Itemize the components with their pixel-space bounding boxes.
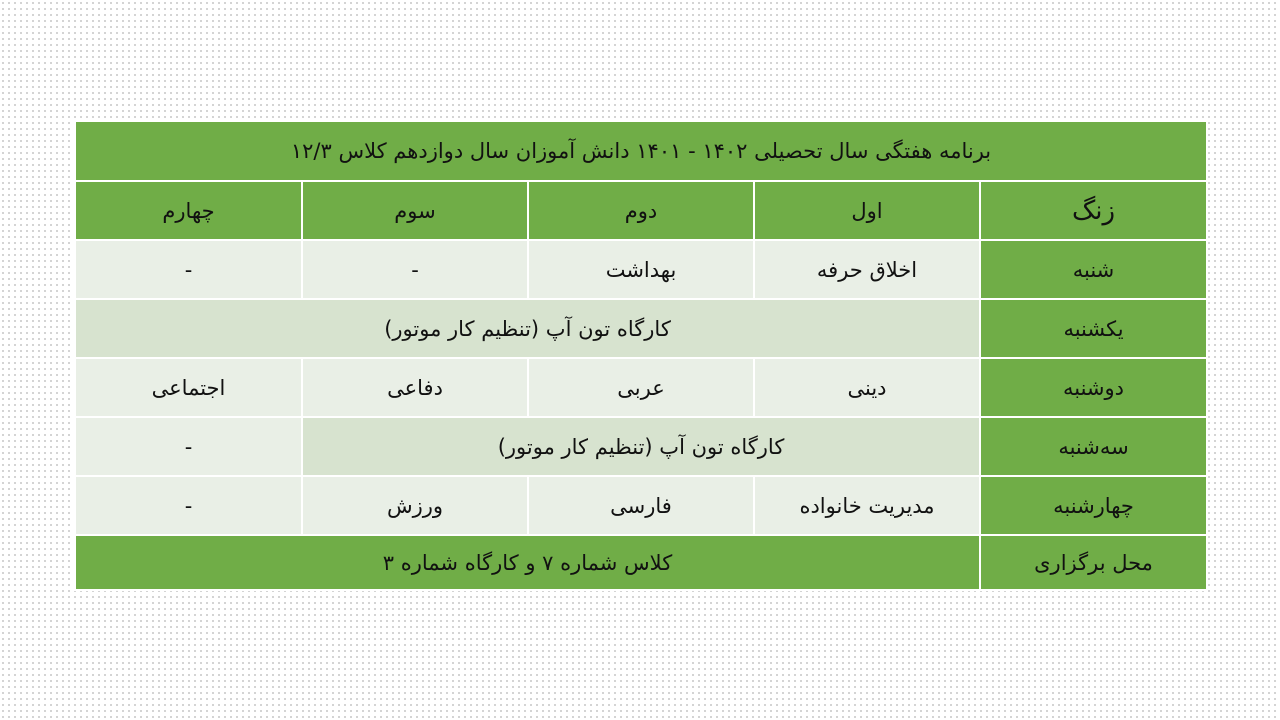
row-saturday xyxy=(75,240,1207,299)
header-row xyxy=(75,181,1207,240)
cell-wednesday-1: مدیریت خانواده xyxy=(754,476,980,535)
cell-wednesday-3: ورزش xyxy=(302,476,528,535)
cell-saturday-2: بهداشت xyxy=(528,240,754,299)
header-ring: زنگ xyxy=(980,181,1207,240)
weekly-schedule-table xyxy=(74,120,1208,591)
header-period-3: سوم xyxy=(302,181,528,240)
row-wednesday xyxy=(75,476,1207,535)
cell-saturday-3: - xyxy=(302,240,528,299)
cell-wednesday-2: فارسی xyxy=(528,476,754,535)
row-sunday xyxy=(75,299,1207,358)
day-tuesday: سه‌شنبه xyxy=(980,417,1207,476)
footer-location: کلاس شماره ۷ و کارگاه شماره ۳ xyxy=(75,535,980,590)
footer-row xyxy=(75,535,1207,590)
cell-sunday-workshop: کارگاه تون آپ (تنظیم کار موتور) xyxy=(75,299,980,358)
header-period-4: چهارم xyxy=(75,181,302,240)
row-monday xyxy=(75,358,1207,417)
day-saturday: شنبه xyxy=(980,240,1207,299)
footer-label: محل برگزاری xyxy=(980,535,1207,590)
cell-monday-4: اجتماعی xyxy=(75,358,302,417)
cell-wednesday-4: - xyxy=(75,476,302,535)
day-wednesday: چهارشنبه xyxy=(980,476,1207,535)
cell-saturday-1: اخلاق حرفه xyxy=(754,240,980,299)
day-sunday: یکشنبه xyxy=(980,299,1207,358)
header-period-1: اول xyxy=(754,181,980,240)
title-row xyxy=(75,121,1207,181)
schedule-title: برنامه هفتگی سال تحصیلی ۱۴۰۲ - ۱۴۰۱ دانش آموزان سال دوازدهم کلاس ۱۲/۳ xyxy=(75,121,1207,181)
cell-monday-3: دفاعی xyxy=(302,358,528,417)
cell-tuesday-4: - xyxy=(75,417,302,476)
cell-saturday-4: - xyxy=(75,240,302,299)
cell-tuesday-workshop: کارگاه تون آپ (تنظیم کار موتور) xyxy=(302,417,980,476)
day-monday: دوشنبه xyxy=(980,358,1207,417)
header-period-2: دوم xyxy=(528,181,754,240)
row-tuesday xyxy=(75,417,1207,476)
cell-monday-1: دینی xyxy=(754,358,980,417)
cell-monday-2: عربی xyxy=(528,358,754,417)
